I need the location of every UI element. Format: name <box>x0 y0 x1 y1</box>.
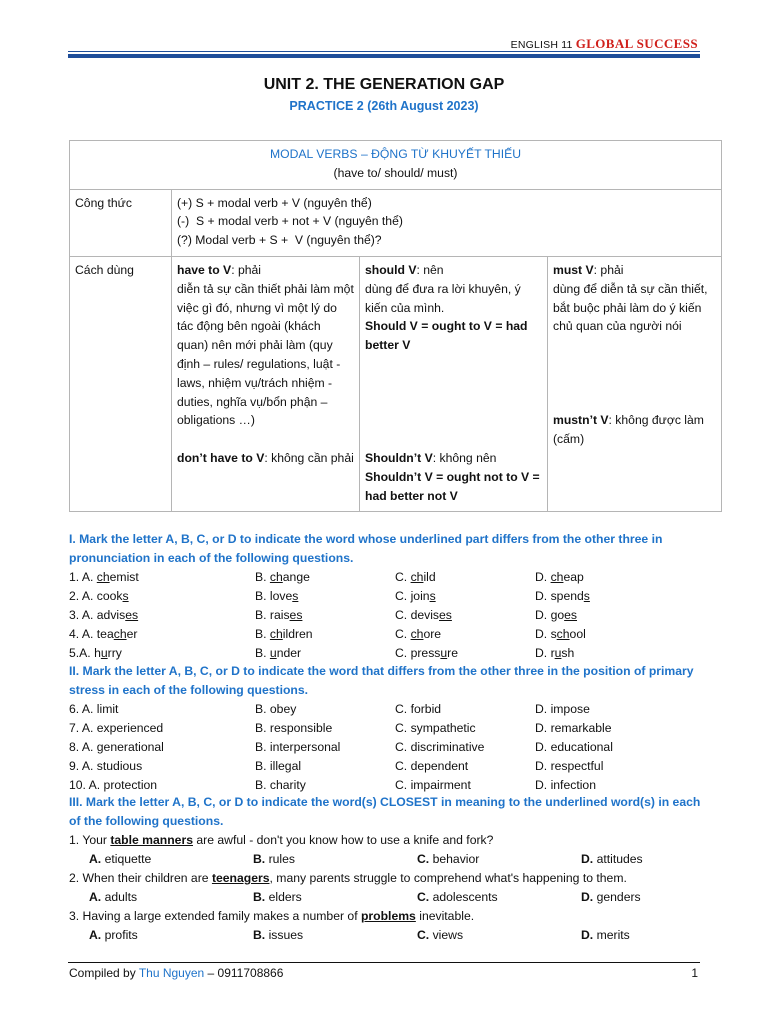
must-cell <box>548 256 722 511</box>
option-text: issues <box>268 928 304 942</box>
underlined-part: es <box>564 608 578 622</box>
option-label: D. <box>535 646 551 660</box>
answer-option <box>69 625 137 644</box>
answer-option <box>69 568 139 587</box>
question-row <box>69 625 709 644</box>
question-stem: are awful - don't you know how to use a knife and fork? <box>192 833 494 847</box>
have-to-meaning: : phải <box>231 262 262 277</box>
should-meaning: : nên <box>416 262 444 277</box>
option-label: C. <box>417 928 430 942</box>
option-label: B. <box>255 570 270 584</box>
option-label: B. <box>255 608 270 622</box>
usage-label: Cách dùng <box>70 256 172 511</box>
option-label: D. <box>535 627 551 641</box>
underlined-part: u <box>440 646 448 660</box>
answer-option <box>417 850 479 869</box>
answer-option <box>255 568 310 587</box>
shouldnt-meaning: : không nên <box>432 450 497 465</box>
question-row <box>69 719 709 738</box>
answer-option: C. forbid <box>395 702 442 716</box>
question-stem: 3. Having a large extended family makes a number of <box>69 909 361 923</box>
underlined-part: es <box>289 608 303 622</box>
question-row <box>69 700 709 719</box>
option-label: C. <box>417 852 430 866</box>
option-label: B. <box>255 646 270 660</box>
answer-option <box>395 568 436 587</box>
option-label: B. <box>253 852 266 866</box>
option-text: devis <box>410 608 440 622</box>
option-text: er <box>126 627 138 641</box>
underlined-part: ch <box>113 627 127 641</box>
option-text: ange <box>282 570 310 584</box>
option-text: s <box>550 627 557 641</box>
option-text: profits <box>104 928 138 942</box>
answer-option: D. impose <box>535 702 590 716</box>
underlined-part: u <box>554 646 562 660</box>
question-text <box>69 907 709 926</box>
underlined-part: s <box>429 589 436 603</box>
option-label: B. <box>253 890 266 904</box>
question-stem: 1. Your <box>69 833 111 847</box>
page-title: UNIT 2. THE GENERATION GAP <box>263 76 505 93</box>
underlined-part: s <box>122 589 129 603</box>
answer-option <box>253 888 302 907</box>
option-text: cook <box>96 589 123 603</box>
option-label: D. <box>535 570 551 584</box>
option-text: re <box>447 646 459 660</box>
answer-option <box>581 850 643 869</box>
formula-cell <box>172 189 722 256</box>
option-text: ild <box>423 570 436 584</box>
answer-option: D. educational <box>535 740 613 754</box>
answer-option <box>255 644 301 663</box>
answer-option <box>417 926 463 945</box>
answer-option: B. charity <box>255 778 306 792</box>
underlined-part: ch <box>410 627 424 641</box>
underlined-part: es <box>125 608 139 622</box>
answer-option <box>535 587 590 606</box>
options-row <box>69 888 709 907</box>
page-number: 1 <box>691 966 698 980</box>
answer-option: D. infection <box>535 778 596 792</box>
question-stem: inevitable. <box>415 909 475 923</box>
option-text: advis <box>96 608 126 622</box>
should-cell <box>360 256 548 511</box>
option-text: behavior <box>432 852 480 866</box>
option-text: join <box>410 589 430 603</box>
answer-option <box>535 625 586 644</box>
answer-option <box>89 926 138 945</box>
question-number: 3. A. <box>69 608 97 622</box>
footer-prefix: Compiled by <box>69 966 139 980</box>
answer-option: B. responsible <box>255 721 333 735</box>
question-row <box>69 738 709 757</box>
mustnt-meaning: : không được làm (cấm) <box>553 413 704 446</box>
dont-have-to-term: don’t have to V <box>177 451 265 466</box>
section-2-instruction: II. Mark the letter A, B, C, or D to indicate the word that differs from the other three in the position of primary stress in each of the following questions. <box>69 664 694 697</box>
answer-option: 8. A. generational <box>69 740 164 754</box>
answer-option <box>417 888 498 907</box>
footer-credit <box>69 966 283 980</box>
option-text: attitudes <box>596 852 643 866</box>
underlined-part: ch <box>556 627 570 641</box>
answer-option <box>395 587 436 606</box>
section-3-instruction: III. Mark the letter A, B, C, or D to indicate the word(s) CLOSEST in meaning to the underlined word(s) in each of the following questions. <box>69 795 701 828</box>
should-equivalent: Should V = ought to V = had better V <box>365 319 528 353</box>
answer-option: C. sympathetic <box>395 721 476 735</box>
option-text: views <box>432 928 464 942</box>
formula-line: (+) S + modal verb + V (nguyên thể) <box>177 195 372 210</box>
option-text: nder <box>276 646 302 660</box>
option-label: C. <box>395 646 411 660</box>
question-number: 2. A. <box>69 589 97 603</box>
option-label: C. <box>395 570 411 584</box>
question-number: 1. A. <box>69 570 97 584</box>
section-synonyms <box>69 793 709 945</box>
question-text <box>69 831 709 850</box>
page-header <box>511 36 698 52</box>
question-number: 4. A. <box>69 627 97 641</box>
option-label: D. <box>581 890 594 904</box>
section-pronunciation <box>69 530 709 663</box>
option-text: ildren <box>282 627 313 641</box>
option-text: rules <box>268 852 295 866</box>
formula-label: Công thức <box>70 189 172 256</box>
question-text <box>69 869 709 888</box>
answer-option: 7. A. experienced <box>69 721 164 735</box>
underlined-part: ch <box>550 570 564 584</box>
option-text: emist <box>109 570 139 584</box>
question-row <box>69 757 709 776</box>
option-text: etiquette <box>104 852 152 866</box>
option-label: C. <box>395 589 411 603</box>
answer-option: D. respectful <box>535 759 604 773</box>
question-row <box>69 606 709 625</box>
header-brand: GLOBAL SUCCESS <box>575 36 698 51</box>
answer-option <box>535 644 574 663</box>
header-rule-thin <box>68 51 700 52</box>
shouldnt-equivalent: Shouldn’t V = ought not to V = had better not V <box>365 469 540 503</box>
option-label: D. <box>581 928 594 942</box>
option-text: genders <box>596 890 641 904</box>
table-heading: MODAL VERBS – ĐỘNG TỪ KHUYẾT THIẾU <box>269 147 522 161</box>
key-phrase: problems <box>360 909 416 923</box>
option-text: spend <box>550 589 584 603</box>
option-text: ore <box>423 627 442 641</box>
answer-option <box>395 644 458 663</box>
answer-option <box>69 587 129 606</box>
section-1-instruction: I. Mark the letter A, B, C, or D to indicate the word whose underlined part differs from the other three in pronunciation in each of the following questions. <box>69 532 663 565</box>
underlined-part: es <box>439 608 452 622</box>
option-label: D. <box>535 608 551 622</box>
option-label: A. <box>89 890 102 904</box>
footer-rule <box>68 962 700 963</box>
key-phrase: table manners <box>110 833 193 847</box>
answer-option <box>535 568 584 587</box>
answer-option: C. impairment <box>395 778 471 792</box>
option-label: B. <box>255 589 270 603</box>
question-stem: 2. When their children are <box>69 871 212 885</box>
option-label: C. <box>395 608 411 622</box>
option-text: elders <box>268 890 302 904</box>
table-subheading: (have to/ should/ must) <box>333 165 458 180</box>
answer-option <box>69 644 122 663</box>
have-to-description: diễn tả sự cần thiết phải làm một việc gì đó, nhưng vì một lý do tác động bên ngoài (khách quan) nên mới phải làm (quy định – rules/ regulations, luật - laws, nhiệm vụ/trách nhiệm - duties, nghĩa vụ/bổn phận – obligations …) <box>177 281 354 428</box>
option-label: B. <box>255 627 270 641</box>
option-label: D. <box>535 589 551 603</box>
option-text: go <box>550 608 565 622</box>
underlined-part: u <box>100 646 108 660</box>
shouldnt-term: Shouldn’t V <box>365 450 433 465</box>
page-subtitle: PRACTICE 2 (26th August 2023) <box>289 99 479 113</box>
option-label: B. <box>253 928 266 942</box>
underlined-part: u <box>269 646 277 660</box>
question-stem: , many parents struggle to comprehend what's happening to them. <box>269 871 627 885</box>
option-text: love <box>269 589 293 603</box>
have-to-cell <box>172 256 360 511</box>
option-label: C. <box>417 890 430 904</box>
question-row <box>69 587 709 606</box>
answer-option <box>89 888 137 907</box>
modal-verbs-table <box>69 140 722 512</box>
option-text: tea <box>96 627 114 641</box>
answer-option: D. remarkable <box>535 721 612 735</box>
underlined-part: ch <box>96 570 110 584</box>
footer-author: Thu Nguyen <box>138 966 205 980</box>
underlined-part: ch <box>269 627 283 641</box>
option-text: rais <box>269 608 290 622</box>
answer-option: C. dependent <box>395 759 469 773</box>
answer-option <box>69 606 138 625</box>
answer-option: C. discriminative <box>395 740 485 754</box>
answer-option <box>395 606 452 625</box>
table-heading-cell <box>70 141 722 190</box>
underlined-part: s <box>292 589 299 603</box>
option-label: A. <box>89 928 102 942</box>
answer-option <box>255 587 298 606</box>
option-label: D. <box>581 852 594 866</box>
answer-option <box>255 625 313 644</box>
key-phrase: teenagers <box>211 871 270 885</box>
option-text: sh <box>561 646 575 660</box>
option-text: rry <box>107 646 122 660</box>
mustnt-term: mustn’t V <box>553 413 609 428</box>
underlined-part: ch <box>269 570 283 584</box>
option-text: merits <box>596 928 630 942</box>
answer-option <box>581 926 630 945</box>
answer-option <box>395 625 441 644</box>
answer-option: B. interpersonal <box>255 740 341 754</box>
answer-option <box>255 606 302 625</box>
answer-option: B. illegal <box>255 759 302 773</box>
answer-option <box>581 888 641 907</box>
must-meaning: : phải <box>593 262 624 277</box>
formula-line: (-) S + modal verb + not + V (nguyên thể) <box>177 214 403 229</box>
option-text: eap <box>563 570 584 584</box>
answer-option: B. obey <box>255 702 297 716</box>
answer-option: 9. A. studious <box>69 759 143 773</box>
have-to-term: have to V <box>177 262 232 277</box>
should-description: dùng để đưa ra lời khuyên, ý kiến của mình. <box>365 281 521 315</box>
option-text: adolescents <box>432 890 498 904</box>
option-label: C. <box>395 627 411 641</box>
must-description: dùng để diễn tả sự cần thiết, bắt buộc phải làm do ý kiến chủ quan của người nói <box>553 281 708 334</box>
option-text: r <box>550 646 555 660</box>
option-text: press <box>410 646 441 660</box>
header-rule-thick <box>68 54 700 58</box>
must-term: must V <box>553 262 594 277</box>
option-text: h <box>94 646 101 660</box>
dont-have-to-meaning: : không cần phải <box>264 451 354 466</box>
header-course: ENGLISH 11 <box>510 39 573 51</box>
footer-contact: – 0911708866 <box>204 966 284 980</box>
underlined-part: s <box>583 589 590 603</box>
option-text: adults <box>104 890 138 904</box>
answer-option <box>253 850 295 869</box>
question-row <box>69 568 709 587</box>
underlined-part: ch <box>410 570 424 584</box>
formula-line: (?) Modal verb + S + V (nguyên thể)? <box>177 233 382 248</box>
answer-option <box>535 606 577 625</box>
section-stress <box>69 662 709 795</box>
option-text: ool <box>569 627 586 641</box>
answer-option: 10. A. protection <box>69 778 158 792</box>
answer-option <box>89 850 151 869</box>
answer-option <box>253 926 303 945</box>
option-label: A. <box>89 852 102 866</box>
options-row <box>69 926 709 945</box>
question-number: 5.A. <box>69 646 95 660</box>
answer-option: 6. A. limit <box>69 702 119 716</box>
question-row <box>69 644 709 663</box>
should-term: should V <box>365 262 417 277</box>
options-row <box>69 850 709 869</box>
